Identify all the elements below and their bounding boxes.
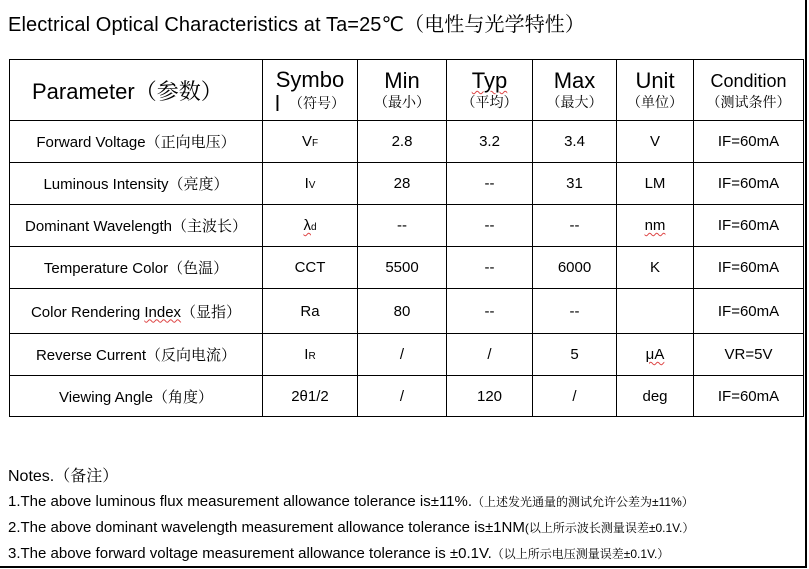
- table-row: [10, 121, 804, 163]
- cell-condition: IF=60mA: [694, 121, 804, 163]
- cell-min: 5500: [358, 247, 447, 289]
- cell-typ: 3.2: [447, 121, 533, 163]
- header-symbol-sub: （符号）: [289, 95, 345, 111]
- header-min-label: Min: [384, 68, 420, 93]
- header-unit: [617, 60, 694, 121]
- table-row: [10, 334, 804, 376]
- symbol-subscript: F: [311, 138, 319, 149]
- cell-parameter: Forward Voltage（正向电压）: [10, 121, 263, 163]
- cell-unit: [617, 205, 694, 247]
- cell-parameter: Reverse Current（反向电流）: [10, 334, 263, 376]
- header-min: [358, 60, 447, 121]
- cell-parameter: Temperature Color（色温）: [10, 247, 263, 289]
- header-condition-sub: （测试条件）: [706, 94, 791, 110]
- header-max: [533, 60, 617, 121]
- parameter-text-cn: （显指）: [181, 303, 242, 321]
- notes-title: Notes.（备注）: [8, 468, 119, 485]
- header-max-sub: （最大）: [546, 94, 603, 110]
- header-condition-label: Condition: [710, 71, 787, 91]
- table-row: [10, 247, 804, 289]
- header-condition: [694, 60, 804, 121]
- cell-parameter: Viewing Angle（角度）: [10, 376, 263, 417]
- header-min-sub: （最小）: [374, 94, 430, 110]
- symbol-main: 2θ1/2: [291, 387, 329, 405]
- notes-section: [8, 464, 694, 567]
- cell-typ: --: [447, 247, 533, 289]
- cell-unit: LM: [617, 163, 694, 205]
- cell-condition: IF=60mA: [694, 247, 804, 289]
- cell-max: 31: [533, 163, 617, 205]
- symbol-subscript: V: [308, 180, 316, 191]
- cell-min: 28: [358, 163, 447, 205]
- cell-symbol: [263, 289, 358, 334]
- note-text-cn: （上述发光通量的测试允许公差为±11%）: [472, 495, 694, 509]
- cell-symbol: [263, 376, 358, 417]
- header-typ: [447, 60, 533, 121]
- cell-unit: [617, 334, 694, 376]
- cell-condition: IF=60mA: [694, 205, 804, 247]
- header-symbol: [263, 60, 358, 121]
- cell-unit: V: [617, 121, 694, 163]
- unit-text: nm: [644, 217, 666, 234]
- note-text-cn: (以上所示波长测量误差±0.1V.）: [524, 521, 695, 535]
- symbol-subscript: R: [308, 351, 316, 362]
- table-row: [10, 163, 804, 205]
- header-unit-sub: （单位）: [627, 94, 683, 110]
- cell-typ: --: [447, 289, 533, 334]
- cell-max: 6000: [533, 247, 617, 289]
- page-title: Electrical Optical Characteristics at Ta=25℃（电性与光学特性）: [8, 14, 585, 36]
- cell-condition: IF=60mA: [694, 376, 804, 417]
- table-row: [10, 376, 804, 417]
- cell-max: 5: [533, 334, 617, 376]
- cell-max: --: [533, 205, 617, 247]
- symbol-main: I: [304, 175, 309, 192]
- cell-symbol: [263, 247, 358, 289]
- header-typ-label: Typ: [471, 68, 508, 93]
- symbol-main: V: [301, 133, 312, 150]
- header-parameter: Parameter（参数）: [10, 60, 263, 121]
- cell-condition: IF=60mA: [694, 289, 804, 334]
- note-item: [8, 489, 694, 515]
- cell-typ: /: [447, 334, 533, 376]
- symbol-main: CCT: [294, 259, 326, 276]
- cell-min: /: [358, 376, 447, 417]
- cell-typ: 120: [447, 376, 533, 417]
- cell-symbol: [263, 163, 358, 205]
- cell-symbol: [263, 121, 358, 163]
- note-text-cn: （以上所示电压测量误差±0.1V.）: [491, 547, 670, 561]
- unit-text: μA: [645, 346, 665, 363]
- note-text: 2.The above dominant wavelength measurement allowance tolerance is±1NM: [8, 519, 525, 536]
- cell-unit: [617, 289, 694, 334]
- header-symbol-label: Symbo l: [275, 67, 345, 116]
- symbol-main: Ra: [300, 302, 320, 320]
- cell-condition: VR=5V: [694, 334, 804, 376]
- note-item: [8, 515, 694, 541]
- symbol-subscript: d: [310, 222, 317, 233]
- note-text: 3.The above forward voltage measurement allowance tolerance is ±0.1V.: [8, 545, 492, 562]
- header-unit-label: Unit: [635, 68, 675, 93]
- characteristics-table: [9, 59, 804, 417]
- cell-min: /: [358, 334, 447, 376]
- cell-condition: IF=60mA: [694, 163, 804, 205]
- cell-max: 3.4: [533, 121, 617, 163]
- note-item: [8, 541, 694, 567]
- table-header-row: [10, 60, 804, 121]
- table-row: [10, 289, 804, 334]
- parameter-text-marked: Index: [144, 303, 182, 321]
- cell-unit: K: [617, 247, 694, 289]
- table-row: [10, 205, 804, 247]
- cell-max: /: [533, 376, 617, 417]
- cell-min: 80: [358, 289, 447, 334]
- cell-parameter: Dominant Wavelength（主波长）: [10, 205, 263, 247]
- cell-min: --: [358, 205, 447, 247]
- cell-parameter: [10, 289, 263, 334]
- symbol-main: I: [304, 346, 309, 363]
- cell-min: 2.8: [358, 121, 447, 163]
- header-max-label: Max: [553, 68, 596, 93]
- cell-parameter: Luminous Intensity（亮度）: [10, 163, 263, 205]
- cell-max: --: [533, 289, 617, 334]
- cell-typ: --: [447, 163, 533, 205]
- cell-symbol: [263, 205, 358, 247]
- cell-unit: deg: [617, 376, 694, 417]
- header-typ-sub: （平均）: [461, 94, 518, 110]
- cell-symbol: [263, 334, 358, 376]
- parameter-text: Color Rendering: [30, 303, 145, 321]
- note-text: 1.The above luminous flux measurement allowance tolerance is±11%.: [8, 493, 473, 510]
- cell-typ: --: [447, 205, 533, 247]
- symbol-main: λ: [303, 217, 311, 234]
